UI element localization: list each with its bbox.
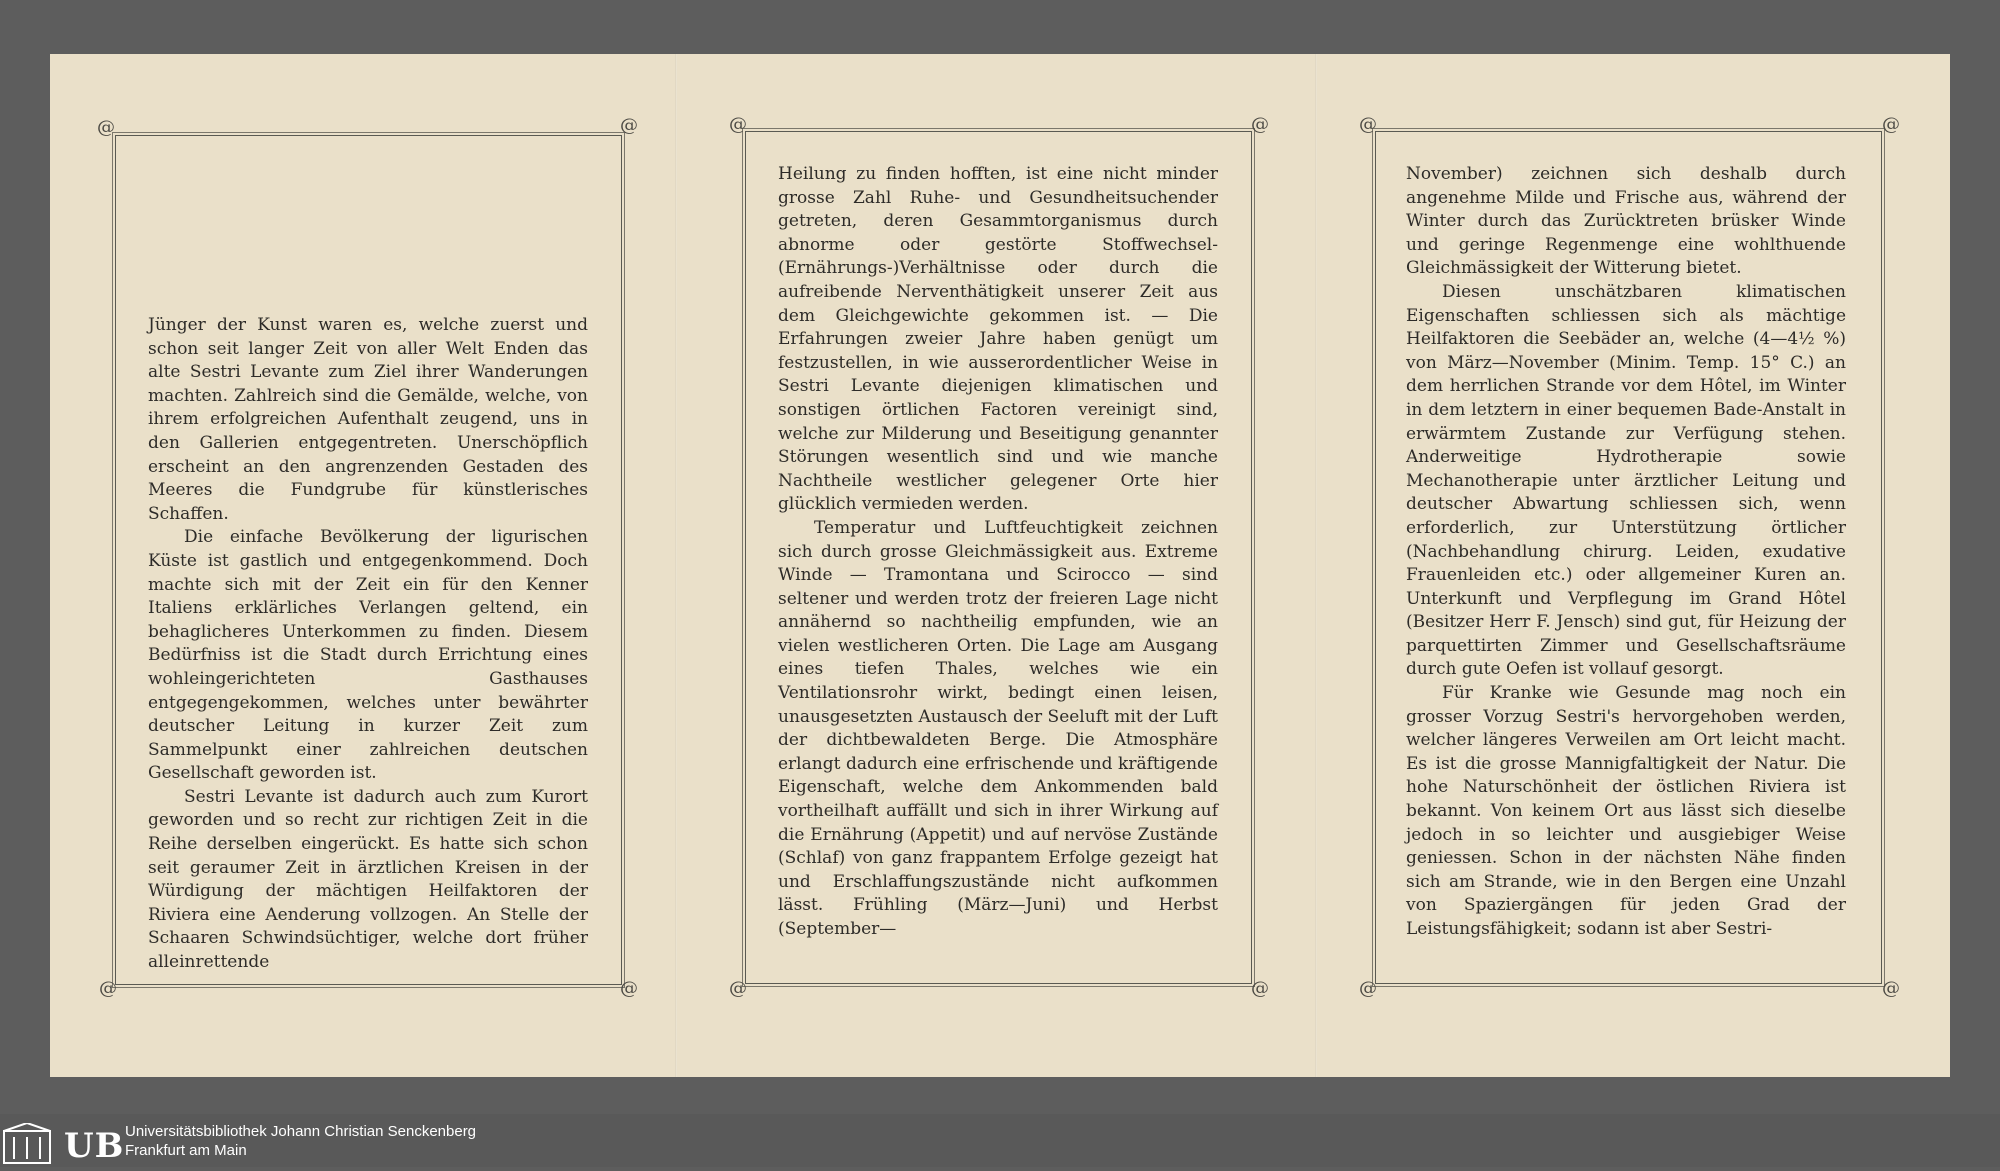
panel-2-text [778,163,1218,942]
corner-ornament: @ [1359,978,1377,999]
corner-ornament: @ [620,115,638,136]
paragraph: Heilung zu finden hofften, ist eine nicht minder grosse Zahl Ruhe- und Gesundheitsuchender getreten, deren Gesammtorganismus durch abnorme oder gestörte Stoffwechsel-(Ernährungs-)Verhältnisse oder durch die aufreibende Nerventhätigkeit unserer Zeit aus dem Gleichgewichte gekommen ist. — Die Erfahrungen zweier Jahre haben genügt um festzustellen, in wie ausserordentlicher Weise in Sestri Levante diejenigen klimatischen und sonstigen örtlichen Factoren vereinigt sind, welche zur Milderung und Beseitigung genannter Störungen wesentlich sind und wie manche Nachtheile westlicher gelegener Orte hier glücklich vermieden werden. [778,164,1218,515]
paragraph: November) zeichnen sich deshalb durch angenehme Milde und Frische aus, während der Winter durch das Zurücktreten brüsker Winde und geringe Regenmenge eine wohlthuende Gleichmässigkeit der Witterung bietet. [1406,164,1846,279]
paragraph: Die einfache Bevölkerung der ligurischen Küste ist gastlich und entgegenkommend. Doch machte sich mit der Zeit ein für den Kenner Italiens erklärliches Verlangen geltend, ein behaglicheres Unterkommen zu finden. Diesem Bedürfniss ist die Stadt durch Errichtung eines wohleingerichteten Gasthauses entgegengekommen, welches unter bewährter deutscher Leitung in kurzer Zeit zum Sammelpunkt einer zahlreichen deutschen Gesellschaft geworden ist. [148,527,588,784]
library-name: Universitätsbibliothek Johann Christian Senckenberg [125,1123,477,1140]
paragraph: Für Kranke wie Gesunde mag noch ein grosser Vorzug Sestri's hervorgehoben werden, welcher längeres Verweilen am Ort leicht macht. Es ist die grosse Mannigfaltigkeit der Natur. Die hohe Naturschönheit der östlichen Riviera ist bekannt. Von keinem Ort aus lässt sich dieselbe jedoch in so leichter und ausgiebiger Weise geniessen. Schon in der nächsten Nähe finden sich am Strande, wie in den Bergen eine Unzahl von Spaziergängen für jeden Grad der Leistungsfähigkeit; sodann ist aber Sestri- [1406,683,1846,939]
library-logo-text: UB [64,1126,125,1166]
corner-ornament: @ [620,978,638,999]
panel-3-text [1406,163,1846,942]
corner-ornament: @ [1882,114,1900,135]
paragraph: Jünger der Kunst waren es, welche zuerst und schon seit langer Zeit von aller Welt Enden das alte Sestri Levante zum Ziel ihrer Wanderungen machten. Zahlreich sind die Gemälde, welche, von ihrem erfolgreichen Aufenthalt zeugend, uns in den Gallerien entgegentreten. Unerschöpflich erscheint an den angrenzenden Gestaden des Meeres die Fundgrube für künstlerisches Schaffen. [148,315,588,524]
corner-ornament: @ [1882,978,1900,999]
corner-ornament: @ [729,978,747,999]
paragraph: Diesen unschätzbaren klimatischen Eigenschaften schliessen sich als mächtige Heilfaktoren die Seebäder an, welche (4—4½ %) von März—November (Minim. Temp. 15° C.) an dem herrlichen Strande vor dem Hôtel, im Winter in dem letztern in einer bequemen Bade-Anstalt in erwärmtem Zustande zur Verfügung stehen. Anderweitige Hydrotherapie sowie Mechanotherapie unter ärztlicher Leitung und deutscher Abwartung schliessen sich, wenn erforderlich, zur Unterstützung örtlicher (Nachbehandlung chirurg. Leiden, exudative Frauenleiden etc.) oder allgemeiner Kuren an. Unterkunft und Verpflegung im Grand Hôtel (Besitzer Herr F. Jensch) sind gut, für Heizung der parquettirten Zimmer und Gesellschaftsräume durch gute Oefen ist vollauf gesorgt. [1406,281,1846,680]
corner-ornament: @ [1251,978,1269,999]
panel-1-text [148,314,588,975]
fold-line [675,54,677,1077]
corner-ornament: @ [99,978,117,999]
library-city: Frankfurt am Main [125,1142,247,1159]
corner-ornament: @ [1359,114,1377,135]
library-footer [0,1114,2000,1167]
corner-ornament: @ [729,114,747,135]
corner-ornament: @ [97,117,115,138]
building-icon [0,1123,60,1167]
corner-ornament: @ [1251,114,1269,135]
fold-line [1315,54,1317,1077]
paragraph: Temperatur und Luftfeuchtigkeit zeichnen sich durch grosse Gleichmässigkeit aus. Extreme Winde — Tramontana und Scirocco — sind seltener und werden trotz der freieren Lage nicht annähernd so nachtheilig empfunden, wie an vielen westlicheren Orten. Die Lage am Ausgang eines tiefen Thales, welches wie ein Ventilationsrohr wirkt, bedingt einen leisen, unausgesetzten Austausch der Seeluft mit der Luft der dichtbewaldeten Berge. Die Atmosphäre erlangt dadurch eine erfrischende und kräftigende Eigenschaft, welche dem Ankommenden bald vortheilhaft auffällt und sich in ihrer Wirkung auf die Ernährung (Appetit) und auf nervöse Zustände (Schlaf) von ganz frappantem Erfolge gezeigt hat und Erschlaffungszustände nicht aufkommen lässt. Frühling (März—Juni) und Herbst (September— [778,517,1218,939]
paragraph: Sestri Levante ist dadurch auch zum Kurort geworden und so recht zur richtigen Zeit in die Reihe derselben eingerückt. Es hatte sich schon seit geraumer Zeit in ärztlichen Kreisen in der Würdigung der mächtigen Heilfaktoren der Riviera eine Aenderung vollzogen. An Stelle der Schaaren Schwindsüchtiger, welche dort früher alleinrettende [148,786,588,973]
